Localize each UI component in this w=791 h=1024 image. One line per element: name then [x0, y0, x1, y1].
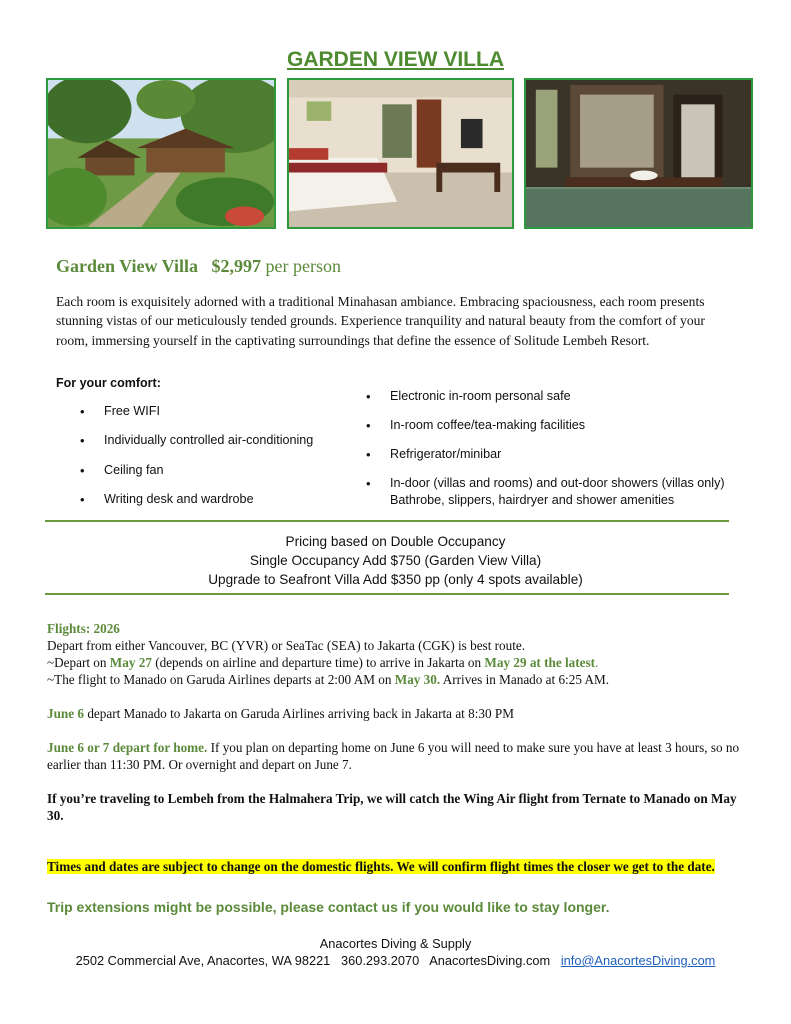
villa-description: Each room is exquisitely adorned with a traditional Minahasan ambiance. Embracing spaciousness, each room presents stunning vistas of our meticulously tended grounds. Experience tranquility and natural beauty from the comfort of your room, immersing yourself in the captivating surroundings that define the essence of Solitude Lembeh Resort.: [56, 294, 705, 348]
halmahera-note: If you’re traveling to Lembeh from the Halmahera Trip, we will catch the Wing Air flight from Ternate to Manado on May 30.: [47, 791, 737, 823]
amenities-left-list: [80, 404, 350, 521]
flights-line: June 6 or 7 depart for home. If you plan on departing home on June 6 you will need to make sure you have at least 3 hours, so no earlier than 11:30 PM. Or overnight and depart on June 7.: [47, 740, 740, 772]
pricing-block: [0, 532, 791, 589]
footer-address: 2502 Commercial Ave, Anacortes, WA 98221: [75, 953, 331, 968]
amenity-item: • In-door (villas and rooms) and out-door showers (villas only) Bathrobe, slippers, hairdryer and shower amenities: [366, 475, 736, 509]
amenity-item: • Electronic in-room personal safe: [366, 388, 736, 417]
flights-line: ~Depart on May 27 (depends on airline and departure time) to arrive in Jakarta on May 29 at the latest.: [47, 655, 599, 670]
flights-line: June 6 depart Manado to Jakarta on Garuda Airlines arriving back in Jakarta at 8:30 PM: [47, 706, 514, 721]
amenity-item: • In-room coffee/tea-making facilities: [366, 417, 736, 446]
flights-line: ~The flight to Manado on Garuda Airlines departs at 2:00 AM on May 30. Arrives in Manado at 6:25 AM.: [47, 672, 610, 687]
amenity-item: • Ceiling fan: [80, 463, 350, 492]
pricing-line: Pricing based on Double Occupancy: [285, 534, 506, 549]
villa-price-suffix: per person: [265, 256, 341, 276]
flights-section: [47, 620, 747, 875]
pricing-line: Single Occupancy Add $750 (Garden View Villa): [249, 553, 542, 568]
divider: [45, 520, 729, 522]
villa-bathroom-photo: [524, 78, 753, 229]
pricing-line: Upgrade to Seafront Villa Add $350 pp (only 4 spots available): [208, 572, 583, 587]
amenity-item: • Free WIFI: [80, 404, 350, 433]
comfort-label: For your comfort:: [56, 376, 161, 390]
footer-email-link[interactable]: info@AnacortesDiving.com: [560, 953, 716, 968]
villa-bedroom-photo: [287, 78, 514, 229]
amenity-item: • Writing desk and wardrobe: [80, 492, 350, 521]
amenities-right-list: [366, 388, 736, 509]
flights-heading: Flights: 2026: [47, 621, 120, 636]
page-title: GARDEN VIEW VILLA: [286, 48, 504, 71]
amenity-item: • Individually controlled air-conditioning: [80, 433, 350, 462]
trip-extension-note: Trip extensions might be possible, please contact us if you would like to stay longer.: [47, 899, 610, 915]
flights-route: Depart from either Vancouver, BC (YVR) or SeaTac (SEA) to Jakarta (CGK) is best route.: [47, 638, 526, 653]
footer: [0, 935, 791, 969]
footer-contact: [0, 952, 791, 969]
footer-company: Anacortes Diving & Supply: [319, 936, 472, 951]
footer-website[interactable]: AnacortesDiving.com: [429, 953, 551, 968]
villa-name: Garden View Villa: [56, 256, 199, 276]
flight-change-notice: Times and dates are subject to change on the domestic flights. We will confirm flight times the closer we get to the date.: [47, 859, 715, 874]
amenity-item: • Refrigerator/minibar: [366, 446, 736, 475]
divider: [45, 593, 729, 595]
villa-heading: [56, 256, 341, 277]
footer-phone: 360.293.2070: [340, 953, 420, 968]
villa-price: $2,997: [211, 256, 262, 276]
garden-villa-photo: [46, 78, 276, 229]
